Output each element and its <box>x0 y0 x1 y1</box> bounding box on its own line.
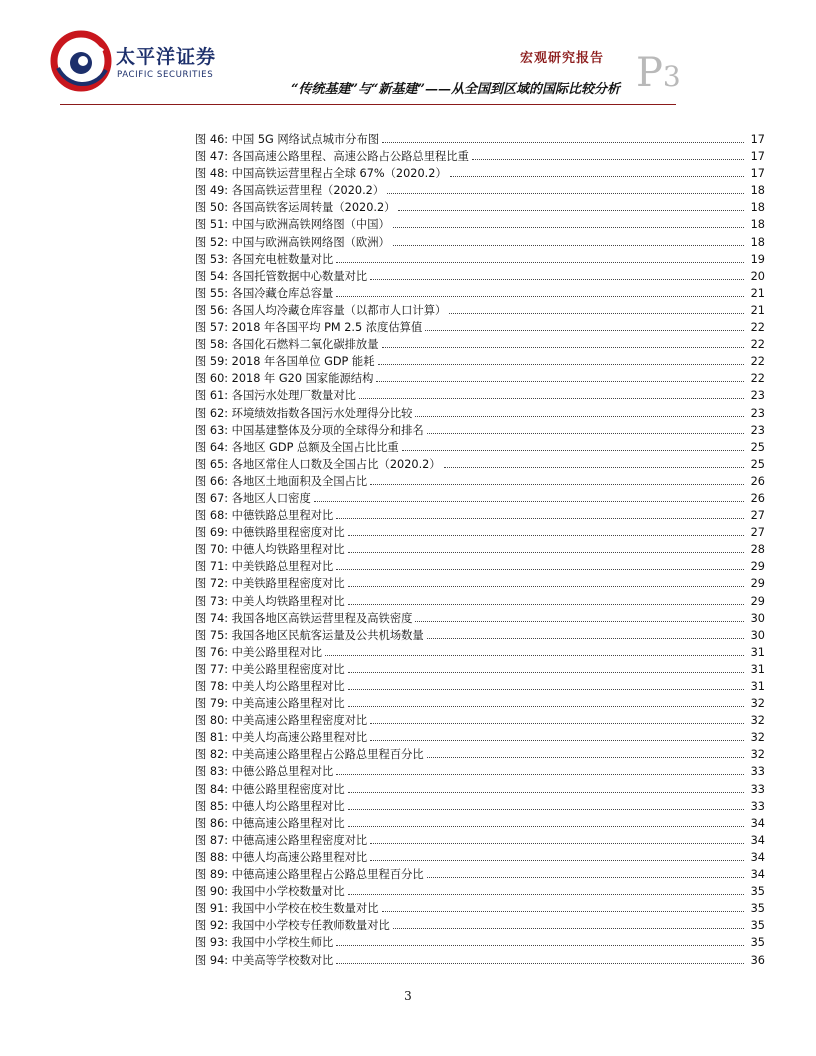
toc-entry-page: 32 <box>750 697 765 711</box>
toc-entry-label: 图 53: 各国充电桩数量对比 <box>195 252 334 266</box>
toc-entry-label: 图 84: 中德公路里程密度对比 <box>195 782 345 796</box>
toc-entry[interactable] <box>195 798 765 815</box>
footer-page-number: 3 <box>404 989 412 1003</box>
toc-entry-label: 图 88: 中德人均高速公路里程对比 <box>195 850 368 864</box>
toc-dot-leader <box>393 227 744 228</box>
toc-entry-page: 30 <box>750 628 765 642</box>
toc-entry[interactable] <box>195 507 765 524</box>
toc-entry[interactable] <box>195 473 765 490</box>
toc-entry[interactable] <box>195 781 765 798</box>
toc-dot-leader <box>348 672 744 673</box>
toc-dot-leader <box>348 894 744 895</box>
toc-entry-label: 图 74: 我国各地区高铁运营里程及高铁密度 <box>195 611 413 625</box>
toc-entry-page: 21 <box>750 286 765 300</box>
toc-dot-leader <box>387 193 744 194</box>
toc-entry-label: 图 51: 中国与欧洲高铁网络图（中国） <box>195 218 390 232</box>
toc-entry-page: 33 <box>750 782 765 796</box>
toc-dot-leader <box>370 843 744 844</box>
toc-entry-page: 32 <box>750 731 765 745</box>
toc-entry-label: 图 67: 各地区人口密度 <box>195 491 311 505</box>
toc-entry[interactable] <box>195 456 765 473</box>
toc-dot-leader <box>444 467 744 468</box>
toc-entry-page: 17 <box>750 150 765 164</box>
report-type: 宏观研究报告 <box>520 51 605 66</box>
toc-entry[interactable] <box>195 524 765 541</box>
toc-entry[interactable] <box>195 815 765 832</box>
toc-entry-page: 23 <box>750 406 765 420</box>
table-of-figures <box>195 131 765 969</box>
toc-entry-label: 图 63: 中国基建整体及分项的全球得分和排名 <box>195 423 424 437</box>
toc-entry-label: 图 61: 各国污水处理厂数量对比 <box>195 389 356 403</box>
toc-entry-page: 18 <box>750 235 765 249</box>
toc-entry-page: 19 <box>750 252 765 266</box>
toc-entry-label: 图 60: 2018 年 G20 国家能源结构 <box>195 372 374 386</box>
toc-dot-leader <box>427 433 744 434</box>
toc-dot-leader <box>427 638 744 639</box>
toc-entry[interactable] <box>195 422 765 439</box>
toc-entry-page: 28 <box>750 543 765 557</box>
toc-entry-label: 图 77: 中美公路里程密度对比 <box>195 662 345 676</box>
toc-entry-label: 图 72: 中美铁路里程密度对比 <box>195 577 345 591</box>
toc-entry[interactable] <box>195 302 765 319</box>
toc-dot-leader <box>314 501 744 502</box>
toc-dot-leader <box>348 586 744 587</box>
toc-entry[interactable] <box>195 285 765 302</box>
toc-entry-page: 22 <box>750 372 765 386</box>
toc-entry-page: 21 <box>750 303 765 317</box>
toc-entry[interactable] <box>195 541 765 558</box>
logo-english-name: PACIFIC SECURITIES <box>117 70 214 80</box>
toc-dot-leader <box>382 911 744 912</box>
toc-dot-leader <box>402 450 744 451</box>
toc-dot-leader <box>393 928 744 929</box>
toc-entry[interactable] <box>195 917 765 934</box>
toc-entry-label: 图 54: 各国托管数据中心数量对比 <box>195 269 368 283</box>
toc-dot-leader <box>348 689 744 690</box>
toc-entry[interactable] <box>195 644 765 661</box>
toc-entry[interactable] <box>195 695 765 712</box>
toc-entry-label: 图 76: 中美公路里程对比 <box>195 645 323 659</box>
toc-entry[interactable] <box>195 832 765 849</box>
toc-entry-page: 34 <box>750 816 765 830</box>
toc-entry[interactable] <box>195 234 765 251</box>
toc-entry-label: 图 66: 各地区土地面积及全国占比 <box>195 474 368 488</box>
toc-dot-leader <box>376 381 744 382</box>
toc-entry[interactable] <box>195 490 765 507</box>
toc-entry[interactable] <box>195 353 765 370</box>
toc-entry[interactable] <box>195 370 765 387</box>
toc-entry-page: 30 <box>750 611 765 625</box>
toc-entry-page: 20 <box>750 269 765 283</box>
toc-entry[interactable] <box>195 678 765 695</box>
toc-entry-label: 图 73: 中美人均铁路里程对比 <box>195 594 345 608</box>
toc-entry-label: 图 57: 2018 年各国平均 PM 2.5 浓度估算值 <box>195 321 423 335</box>
toc-dot-leader <box>415 416 744 417</box>
toc-entry-label: 图 92: 我国中小学校专任教师数量对比 <box>195 919 390 933</box>
toc-entry-label: 图 69: 中德铁路里程密度对比 <box>195 526 345 540</box>
toc-entry[interactable] <box>195 268 765 285</box>
toc-entry[interactable] <box>195 729 765 746</box>
toc-entry[interactable] <box>195 661 765 678</box>
toc-entry-label: 图 78: 中美人均公路里程对比 <box>195 680 345 693</box>
toc-dot-leader <box>472 159 744 160</box>
toc-entry-page: 18 <box>750 184 765 198</box>
toc-entry-page: 31 <box>750 680 765 693</box>
header-page-mark <box>636 50 681 96</box>
toc-entry[interactable] <box>195 900 765 917</box>
toc-entry[interactable] <box>195 593 765 610</box>
toc-entry-page: 33 <box>750 765 765 779</box>
toc-entry-page: 35 <box>750 885 765 899</box>
toc-entry-label: 图 50: 各国高铁客运周转量（2020.2） <box>195 201 396 215</box>
report-title: “传统基建”与“新基建”——从全国到区域的国际比较分析 <box>291 82 620 97</box>
toc-entry-page: 29 <box>750 594 765 608</box>
toc-entry-label: 图 62: 环境绩效指数各国污水处理得分比较 <box>195 406 413 420</box>
toc-entry-label: 图 68: 中德铁路总里程对比 <box>195 509 334 523</box>
toc-entry-page: 27 <box>750 509 765 523</box>
toc-entry[interactable] <box>195 336 765 353</box>
toc-entry-label: 图 82: 中美高速公路里程占公路总里程百分比 <box>195 748 424 762</box>
toc-entry[interactable] <box>195 849 765 866</box>
header-page-letter: P <box>636 50 663 96</box>
toc-dot-leader <box>348 826 744 827</box>
toc-dot-leader <box>370 279 744 280</box>
toc-entry[interactable] <box>195 575 765 592</box>
toc-dot-leader <box>370 723 744 724</box>
toc-dot-leader <box>336 569 744 570</box>
toc-entry[interactable] <box>195 558 765 575</box>
toc-entry-label: 图 58: 各国化石燃料二氧化碳排放量 <box>195 338 379 352</box>
toc-entry-page: 33 <box>750 799 765 813</box>
toc-dot-leader <box>449 313 744 314</box>
toc-entry-page: 23 <box>750 389 765 403</box>
header-divider <box>60 104 676 105</box>
toc-dot-leader <box>378 364 744 365</box>
toc-entry[interactable] <box>195 251 765 268</box>
toc-dot-leader <box>393 245 744 246</box>
header-page-number: 3 <box>662 60 681 93</box>
toc-entry[interactable] <box>195 182 765 199</box>
toc-entry-label: 图 83: 中德公路总里程对比 <box>195 765 334 779</box>
toc-entry-label: 图 59: 2018 年各国单位 GDP 能耗 <box>195 355 375 369</box>
toc-dot-leader <box>336 518 744 519</box>
toc-entry-page: 34 <box>750 868 765 882</box>
toc-entry-page: 26 <box>750 474 765 488</box>
toc-entry-page: 22 <box>750 338 765 352</box>
toc-entry-page: 35 <box>750 919 765 933</box>
toc-dot-leader <box>348 552 744 553</box>
toc-entry-page: 23 <box>750 423 765 437</box>
toc-entry[interactable] <box>195 627 765 644</box>
toc-entry-page: 26 <box>750 491 765 505</box>
toc-entry-label: 图 86: 中德高速公路里程对比 <box>195 816 345 830</box>
toc-entry[interactable] <box>195 883 765 900</box>
toc-entry-page: 17 <box>750 167 765 181</box>
toc-dot-leader <box>336 945 744 946</box>
toc-dot-leader <box>348 809 744 810</box>
toc-dot-leader <box>370 484 744 485</box>
toc-entry-label: 图 55: 各国冷藏仓库总容量 <box>195 286 334 300</box>
toc-entry-label: 图 75: 我国各地区民航客运量及公共机场数量 <box>195 628 424 642</box>
toc-dot-leader <box>427 877 744 878</box>
toc-dot-leader <box>348 535 744 536</box>
toc-entry[interactable] <box>195 387 765 404</box>
toc-entry-page: 35 <box>750 936 765 950</box>
toc-entry-page: 18 <box>750 218 765 232</box>
toc-entry-label: 图 94: 中美高等学校数对比 <box>195 953 334 967</box>
toc-entry[interactable] <box>195 165 765 182</box>
toc-entry-label: 图 87: 中德高速公路里程密度对比 <box>195 833 368 847</box>
toc-entry-label: 图 79: 中美高速公路里程对比 <box>195 697 345 711</box>
toc-entry-page: 32 <box>750 714 765 728</box>
toc-dot-leader <box>348 706 744 707</box>
logo-chinese-name: 太平洋证券 <box>116 46 217 68</box>
toc-entry[interactable] <box>195 712 765 729</box>
toc-entry[interactable] <box>195 952 765 969</box>
toc-entry-page: 32 <box>750 748 765 762</box>
toc-entry-page: 18 <box>750 201 765 215</box>
toc-dot-leader <box>415 621 744 622</box>
toc-dot-leader <box>348 604 744 605</box>
toc-entry[interactable] <box>195 866 765 883</box>
toc-entry-page: 22 <box>750 355 765 369</box>
toc-entry[interactable] <box>195 934 765 951</box>
toc-dot-leader <box>427 757 744 758</box>
toc-dot-leader <box>325 655 744 656</box>
toc-entry-label: 图 81: 中美人均高速公路里程对比 <box>195 731 368 745</box>
toc-entry[interactable] <box>195 148 765 165</box>
toc-entry-label: 图 64: 各地区 GDP 总额及全国占比比重 <box>195 440 399 454</box>
page-header <box>0 0 816 110</box>
toc-entry-label: 图 47: 各国高速公路里程、高速公路占公路总里程比重 <box>195 150 469 164</box>
toc-entry-page: 22 <box>750 321 765 335</box>
toc-entry-page: 27 <box>750 526 765 540</box>
toc-entry[interactable] <box>195 746 765 763</box>
toc-entry-label: 图 49: 各国高铁运营里程（2020.2） <box>195 184 385 198</box>
toc-entry[interactable] <box>195 319 765 336</box>
toc-dot-leader <box>336 774 744 775</box>
toc-entry-page: 35 <box>750 902 765 916</box>
toc-entry-label: 图 93: 我国中小学校生师比 <box>195 936 334 950</box>
toc-entry-label: 图 48: 中国高铁运营里程占全球 67%（2020.2） <box>195 167 447 181</box>
toc-entry-page: 25 <box>750 440 765 454</box>
toc-entry-page: 17 <box>750 133 765 146</box>
toc-entry-page: 36 <box>750 953 765 967</box>
toc-entry-page: 31 <box>750 662 765 676</box>
toc-entry-label: 图 46: 中国 5G 网络试点城市分布图 <box>195 133 380 146</box>
toc-entry-label: 图 65: 各地区常住人口数及全国占比（2020.2） <box>195 457 441 471</box>
company-logo <box>50 30 250 92</box>
toc-entry-label: 图 70: 中德人均铁路里程对比 <box>195 543 345 557</box>
toc-entry[interactable] <box>195 405 765 422</box>
toc-entry[interactable] <box>195 216 765 233</box>
toc-entry-page: 25 <box>750 457 765 471</box>
toc-entry-label: 图 90: 我国中小学校数量对比 <box>195 885 345 899</box>
toc-dot-leader <box>336 296 744 297</box>
toc-dot-leader <box>450 176 744 177</box>
toc-entry-label: 图 52: 中国与欧洲高铁网络图（欧洲） <box>195 235 390 249</box>
toc-dot-leader <box>370 740 744 741</box>
toc-entry-label: 图 85: 中德人均公路里程对比 <box>195 799 345 813</box>
toc-entry-page: 29 <box>750 577 765 591</box>
toc-entry[interactable] <box>195 763 765 780</box>
toc-entry[interactable] <box>195 131 765 148</box>
toc-entry[interactable] <box>195 610 765 627</box>
toc-entry[interactable] <box>195 199 765 216</box>
toc-dot-leader <box>370 860 744 861</box>
toc-entry-label: 图 56: 各国人均冷藏仓库容量（以都市人口计算） <box>195 303 447 317</box>
toc-dot-leader <box>382 142 744 143</box>
toc-dot-leader <box>348 792 744 793</box>
toc-entry-page: 34 <box>750 850 765 864</box>
toc-dot-leader <box>336 963 744 964</box>
pacific-securities-logo-icon <box>50 30 112 92</box>
toc-dot-leader <box>359 398 744 399</box>
toc-dot-leader <box>336 262 744 263</box>
toc-dot-leader <box>382 347 744 348</box>
toc-entry-label: 图 71: 中美铁路总里程对比 <box>195 560 334 574</box>
toc-dot-leader <box>398 210 744 211</box>
toc-entry-label: 图 80: 中美高速公路里程密度对比 <box>195 714 368 728</box>
toc-entry-label: 图 89: 中德高速公路里程占公路总里程百分比 <box>195 868 424 882</box>
toc-entry-page: 34 <box>750 833 765 847</box>
toc-entry-page: 29 <box>750 560 765 574</box>
toc-entry-page: 31 <box>750 645 765 659</box>
toc-dot-leader <box>425 330 744 331</box>
toc-entry-label: 图 91: 我国中小学校在校生数量对比 <box>195 902 379 916</box>
toc-entry[interactable] <box>195 439 765 456</box>
